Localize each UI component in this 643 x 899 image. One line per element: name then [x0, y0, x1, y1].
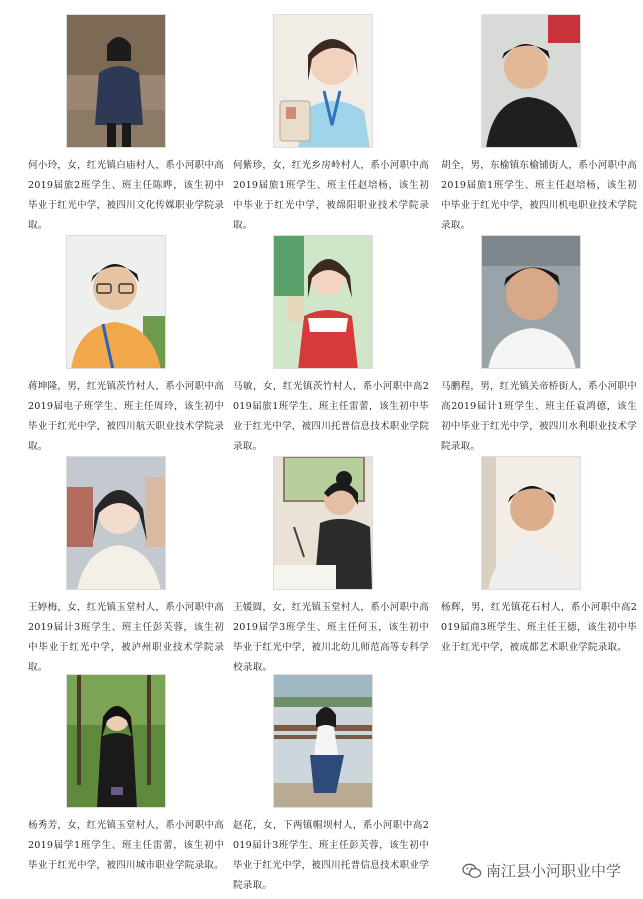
student-caption: 赵花，女，下两镇帽坝村人，系小河职中高2019届计3班学生、班主任彭芙蓉，该生初中毕业于红光中学，被四川托普信息技术职业学院录取。 — [233, 820, 429, 891]
student-photo — [481, 14, 581, 148]
student-caption: 王媛圆，女，红光镇玉堂村人，系小河职中高2019届学3班学生、班主任何玉，该生初中毕业于红光中学，被川北幼儿师范高等专科学校录取。 — [233, 602, 429, 673]
watermark-text: 南江县小河职业中学 — [485, 862, 621, 880]
student-photo — [481, 456, 581, 590]
student-caption: 何小玲，女，红光镇白庙村人，系小河职中高2019届旅2班学生、班主任陈晔，该生初中毕业于红光中学，被四川文化传媒职业学院录取。 — [28, 160, 224, 231]
student-photo — [66, 235, 166, 369]
student-caption: 胡全，男，东榆镇东榆铺街人，系小河职中高2019届旅1班学生、班主任赵培杨，该生初中毕业于红光中学，被四川机电职业技术学院录取。 — [441, 160, 637, 231]
student-caption: 蒋坤隆，男，红光镇茨竹村人，系小河职中高2019届电子班学生、班主任周玲，该生初中毕业于红光中学，被四川航天职业技术学院录取。 — [28, 381, 224, 452]
student-photo — [66, 674, 166, 808]
student-photo — [66, 456, 166, 590]
student-caption: 何紫珍，女，红光乡房岭村人，系小河职中高2019届旅1班学生、班主任赵培杨，该生初中毕业于红光中学，被绵阳职业技术学院录取。 — [233, 160, 429, 231]
student-photo — [66, 14, 166, 148]
wechat-icon — [462, 863, 482, 879]
student-caption: 马敏，女，红光镇茨竹村人，系小河职中高2019届旅1班学生、班主任雷蕾，该生初中毕业于红光中学，被四川托普信息技术职业学院录取。 — [233, 381, 429, 452]
student-photo — [273, 674, 373, 808]
watermark — [462, 860, 621, 881]
student-photo — [273, 456, 373, 590]
student-caption: 马鹏程，男，红光镇关帝桥街人，系小河职中高2019届计1班学生、班主任袁鸿德，该生初中毕业于红光中学，被四川水利职业技术学院录取。 — [441, 381, 637, 452]
student-photo — [481, 235, 581, 369]
student-photo — [273, 14, 373, 148]
student-caption: 杨辉，男，红光镇花石村人，系小河职中高2019届商3班学生、班主任王德，该生初中毕业于红光中学，被成都艺术职业学院录取。 — [441, 602, 637, 653]
student-photo — [273, 235, 373, 369]
student-caption: 杨秀芳，女，红光镇玉堂村人，系小河职中高2019届学1班学生、班主任雷蕾，该生初中毕业于红光中学，被四川城市职业学院录取。 — [28, 820, 224, 871]
student-caption: 王婷梅，女，红光镇玉堂村人，系小河职中高2019届计3班学生、班主任彭芙蓉，该生初中毕业于红光中学，被泸州职业技术学院录取。 — [28, 602, 224, 673]
